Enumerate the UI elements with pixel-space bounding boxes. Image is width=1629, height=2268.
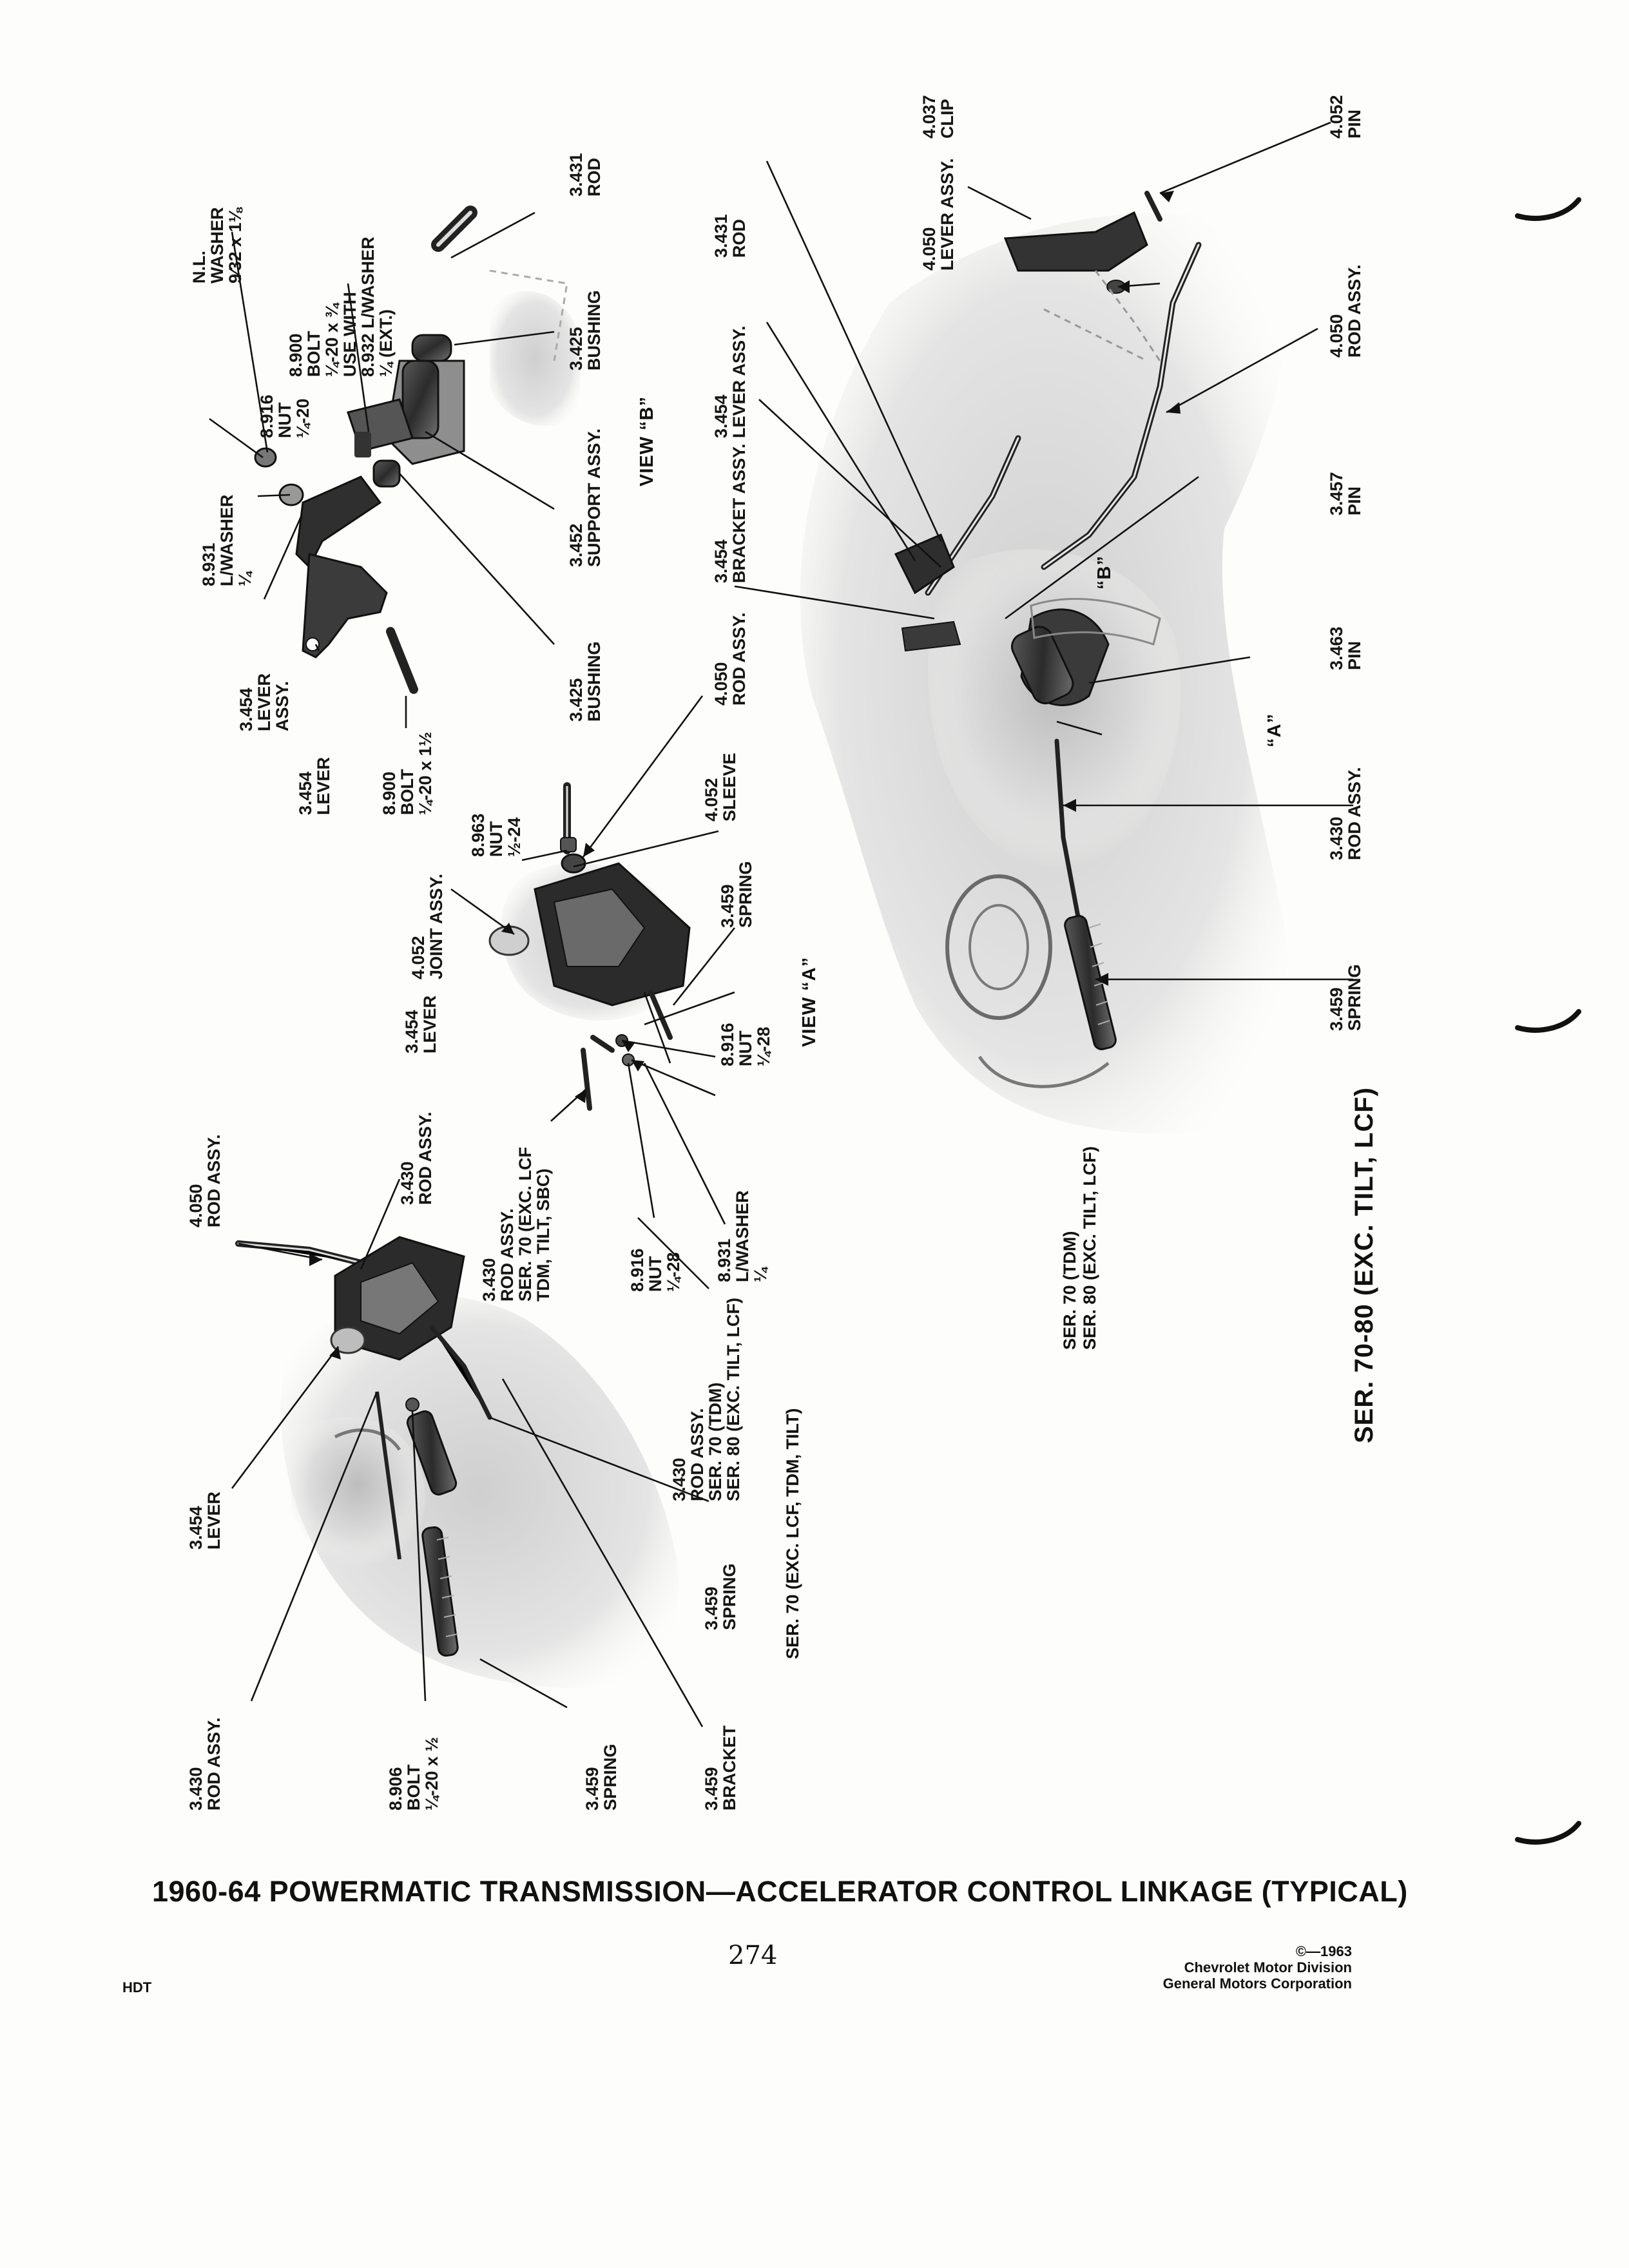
label-rod-4050-right: 4.050 ROD ASSY. xyxy=(1327,264,1364,358)
caption-ser70-80-sub: SER. 70 (TDM) SER. 80 (EXC. TILT, LCF) xyxy=(1060,1146,1099,1350)
caption-ser70-left: SER. 70 (EXC. LCF, TDM, TILT) xyxy=(783,1408,802,1659)
label-bolt-8900-b: 8.900 BOLT ¼-20 x ¾ USE WITH 8.932 L/WASHER ¼ (EXT.) xyxy=(286,236,396,377)
label-spring-3459-a: 3.459 SPRING xyxy=(718,861,755,928)
label-bolt-8900-low: 8.900 BOLT ¼-20 x 1½ xyxy=(380,731,435,815)
label-nut-8916-b: 8.916 NUT ¼-20 xyxy=(257,394,313,438)
label-bolt-8906: 8.906 BOLT ¼-20 x ½ xyxy=(386,1736,441,1811)
label-rod-3430-left-top: 3.430 ROD ASSY. xyxy=(398,1111,435,1205)
manual-code: HDT xyxy=(122,1979,152,1995)
label-lever-3454-left: 3.454 LEVER xyxy=(186,1491,224,1550)
copyright-block: ©—1963 Chevrolet Motor Division General Motors Corporation xyxy=(1162,1943,1352,1992)
nut-8916-view-b xyxy=(255,448,276,466)
label-lever-assy-3454-b: 3.454 LEVER ASSY. xyxy=(236,673,292,731)
label-rod-3431-right: 3.431 ROD xyxy=(711,214,749,258)
label-rod-4050-left: 4.050 ROD ASSY. xyxy=(186,1134,224,1227)
label-lever-assy-3454-right: 3.454 LEVER ASSY. xyxy=(711,325,749,438)
label-nut-8916-low: 8.916 NUT ¼-28 xyxy=(628,1248,683,1292)
page-title: 1960-64 POWERMATIC TRANSMISSION—ACCELERATOR CONTROL LINKAGE (TYPICAL) xyxy=(152,1875,1408,1908)
label-pin-4052-right: 4.052 PIN xyxy=(1327,95,1364,139)
label-bushing-3425-low: 3.425 BUSHING xyxy=(566,641,604,722)
label-bracket-3459: 3.459 BRACKET xyxy=(702,1725,739,1811)
label-nut-8916-a: 8.916 NUT ¼-28 xyxy=(718,1023,773,1066)
bushing-3425-low xyxy=(374,461,400,486)
binder-mark-bottom xyxy=(1514,1817,1585,1856)
label-spring-3459-left-low: 3.459 SPRING xyxy=(583,1744,620,1811)
label-lever-3454-a: 3.454 LEVER xyxy=(402,995,439,1053)
view-b-caption: VIEW “B” xyxy=(637,396,657,486)
label-pin-3457: 3.457 PIN xyxy=(1327,472,1364,515)
binder-mark-middle xyxy=(1514,1005,1585,1044)
label-nut-8963: 8.963 NUT ½-24 xyxy=(468,813,524,857)
label-lever-3454-b: 3.454 LEVER xyxy=(296,756,333,815)
bolt-8906 xyxy=(406,1398,419,1411)
label-spring-3459-left-mid: 3.459 SPRING xyxy=(702,1563,739,1630)
label-spring-3459-right: 3.459 SPRING xyxy=(1327,964,1364,1031)
rod-assy-3430-view-a xyxy=(593,1037,612,1050)
label-pin-3463: 3.463 PIN xyxy=(1327,626,1364,670)
label-bracket-assy-3454: 3.454 BRACKET ASSY. xyxy=(711,443,749,583)
page-number: 274 xyxy=(728,1941,778,1970)
left-assembly-drawing xyxy=(238,1237,679,1688)
label-sleeve-4052: 4.052 SLEEVE xyxy=(702,753,739,822)
joint-assy-4052 xyxy=(562,854,585,872)
label-lwasher-8931-a: 8.931 L/WASHER ¼ xyxy=(715,1190,770,1282)
label-rod-3430-ser70-a: 3.430 ROD ASSY. SER. 70 (EXC. LCF TDM, TILT, SBC) xyxy=(479,1146,553,1302)
view-a-caption: VIEW “A” xyxy=(799,956,820,1047)
label-rod-3430-right: 3.430 ROD ASSY. xyxy=(1327,767,1364,860)
label-lever-assy-4050: 4.050 LEVER ASSY. xyxy=(920,158,957,271)
label-joint-4052: 4.052 JOINT ASSY. xyxy=(409,873,446,979)
bushing-3425-top xyxy=(412,335,451,361)
label-rod-3430-left-low: 3.430 ROD ASSY. xyxy=(186,1717,224,1811)
binder-mark-top xyxy=(1514,193,1585,232)
label-clip-4037: 4.037 CLIP xyxy=(920,95,957,139)
right-assembly-drawing xyxy=(800,193,1289,1134)
label-rod-3430-ser-left: 3.430 ROD ASSY. SER. 70 (TDM) SER. 80 (EXC. TILT, LCF) xyxy=(670,1297,743,1501)
bolt-8900-view-b xyxy=(354,432,371,457)
label-support-3452: 3.452 SUPPORT ASSY. xyxy=(566,428,604,567)
nut-8963 xyxy=(561,838,576,852)
label-bushing-3425-top: 3.425 BUSHING xyxy=(566,290,604,370)
caption-ser70-80-main: SER. 70-80 (EXC. TILT, LCF) xyxy=(1350,1087,1378,1443)
label-rod-4050-a: 4.050 ROD ASSY. xyxy=(711,612,749,706)
bolt-8900-low xyxy=(390,631,414,689)
label-rod-3431-b: 3.431 ROD xyxy=(566,153,604,197)
label-lwasher-8931-b: 8.931 L/WASHER ¼ xyxy=(199,494,255,586)
callout-b: “B” xyxy=(1094,555,1115,590)
label-nl-washer: N.L. WASHER 9⁄32 x 1⅛ xyxy=(189,207,245,284)
callout-a: “A” xyxy=(1264,713,1285,747)
